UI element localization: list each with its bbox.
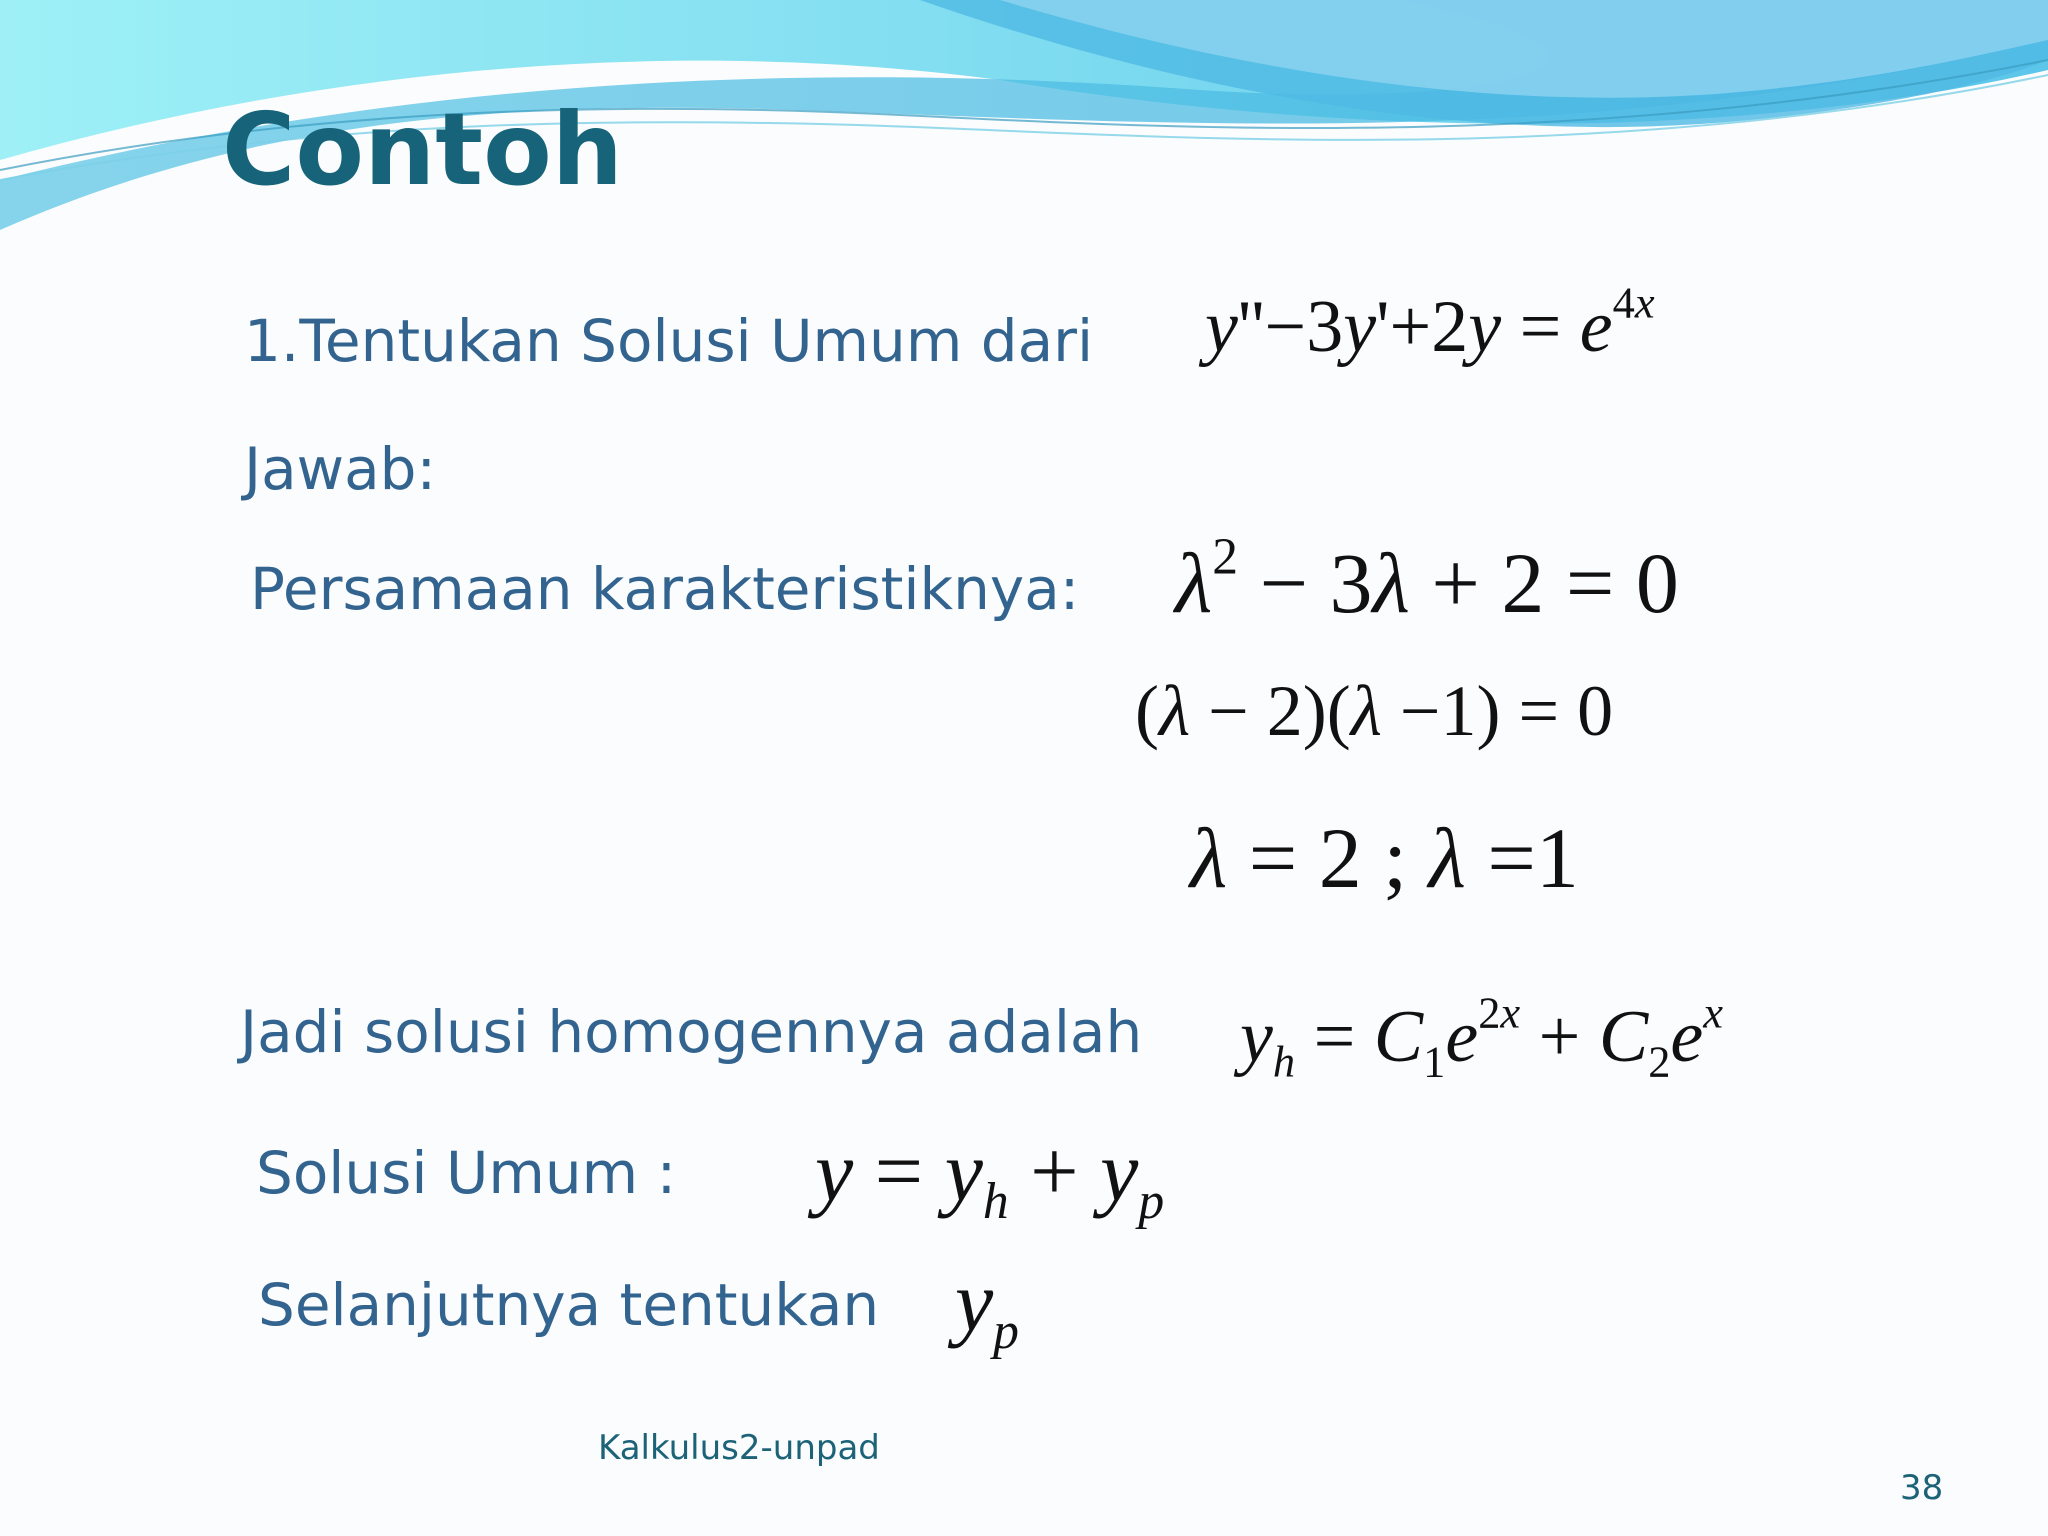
roots-equation: λ = 2 ; λ =1	[1190, 810, 1579, 906]
answer-label: Jawab:	[244, 435, 436, 503]
general-solution: $y = y_h + y_p$	[815, 1123, 1165, 1231]
homogeneous-label: Jadi solusi homogennya adalah	[240, 998, 1143, 1066]
particular-solution-symbol: $y_p$	[955, 1253, 1019, 1361]
problem-label: 1.Tentukan Solusi Umum dari	[244, 307, 1094, 375]
homogeneous-solution: $y_h = C_1e^{2x} + C_2e^x$	[1240, 987, 1723, 1087]
char-equation-label: Persamaan karakteristiknya:	[250, 555, 1080, 623]
page-number: 38	[1900, 1468, 1944, 1508]
footer-text: Kalkulus2-unpad	[598, 1428, 880, 1468]
next-step-label: Selanjutnya tentukan	[258, 1271, 880, 1339]
slide-title: Contoh	[222, 91, 623, 208]
characteristic-equation: $\lambda^2 - 3\lambda + 2 = 0$	[1175, 528, 1679, 631]
differential-equation: $y''-3y'+2y = e^{4x}$	[1205, 277, 1655, 368]
general-solution-label: Solusi Umum :	[256, 1139, 677, 1207]
factored-equation: (λ − 2)(λ −1) = 0	[1135, 671, 1614, 751]
